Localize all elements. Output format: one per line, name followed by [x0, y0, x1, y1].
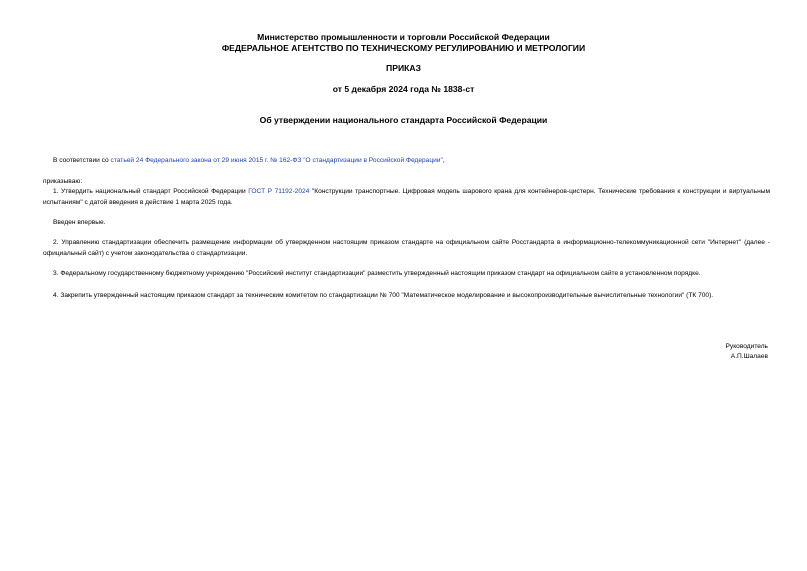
- item-1-paragraph: [43, 186, 770, 208]
- order-word: приказываю:: [43, 178, 83, 185]
- document-date-number: от 5 декабря 2024 года № 1838-ст: [332, 84, 475, 94]
- introduced-first-time: Введен впервые.: [53, 219, 106, 226]
- item-2-paragraph: 2. Управлению стандартизации обеспечить размещение информации об утвержденном настоящим приказом стандарте на официальном сайте Росстандарта в информационно-телекоммуникационной сети "Интернет" (далее - официальный сайт) с учетом законодательства о стандартизации.: [43, 239, 770, 257]
- item-1-prefix: 1. Утвердить национальный стандарт Российской Федерации: [53, 188, 249, 195]
- item-3-paragraph: 3. Федеральному государственному бюджетному учреждению "Российский институт стандартизации" разместить утвержденный настоящим приказом стандарт на официальном сайте в установленном порядке.: [53, 270, 701, 277]
- signatory-position: Руководитель: [725, 343, 768, 350]
- intro-suffix: ,: [442, 157, 445, 164]
- document-type: ПРИКАЗ: [386, 63, 421, 73]
- intro-prefix: В соответствии со: [53, 157, 111, 164]
- ministry-name: Министерство промышленности и торговли Российской Федерации: [257, 32, 550, 42]
- federal-law-link[interactable]: статьей 24 Федерального закона от 29 июня 2015 г. № 162-ФЗ "О стандартизации в Российской Федерации": [110, 157, 443, 164]
- intro-paragraph: [43, 155, 770, 166]
- agency-name: ФЕДЕРАЛЬНОЕ АГЕНТСТВО ПО ТЕХНИЧЕСКОМУ РЕГУЛИРОВАНИЮ И МЕТРОЛОГИИ: [221, 43, 586, 53]
- signatory-name: А.П.Шалаев: [730, 353, 768, 360]
- item-1-suffix: "Конструкции транспортные. Цифровая модель шарового крана для контейнеров-цистерн. Технические требования к конструкции и виртуальным испытаниям" с датой введения в действие 1 марта 2025 года.: [43, 188, 771, 206]
- document-title: Об утверждении национального стандарта Российской Федерации: [259, 115, 548, 125]
- gost-standard-link[interactable]: ГОСТ Р 71192-2024: [248, 188, 310, 195]
- item-4-paragraph: 4. Закрепить утвержденный настоящим приказом стандарт за техническим комитетом по стандартизации № 700 "Математическое моделирование и высокопроизводительные вычислительные технологии" (ТК 700).: [53, 292, 714, 299]
